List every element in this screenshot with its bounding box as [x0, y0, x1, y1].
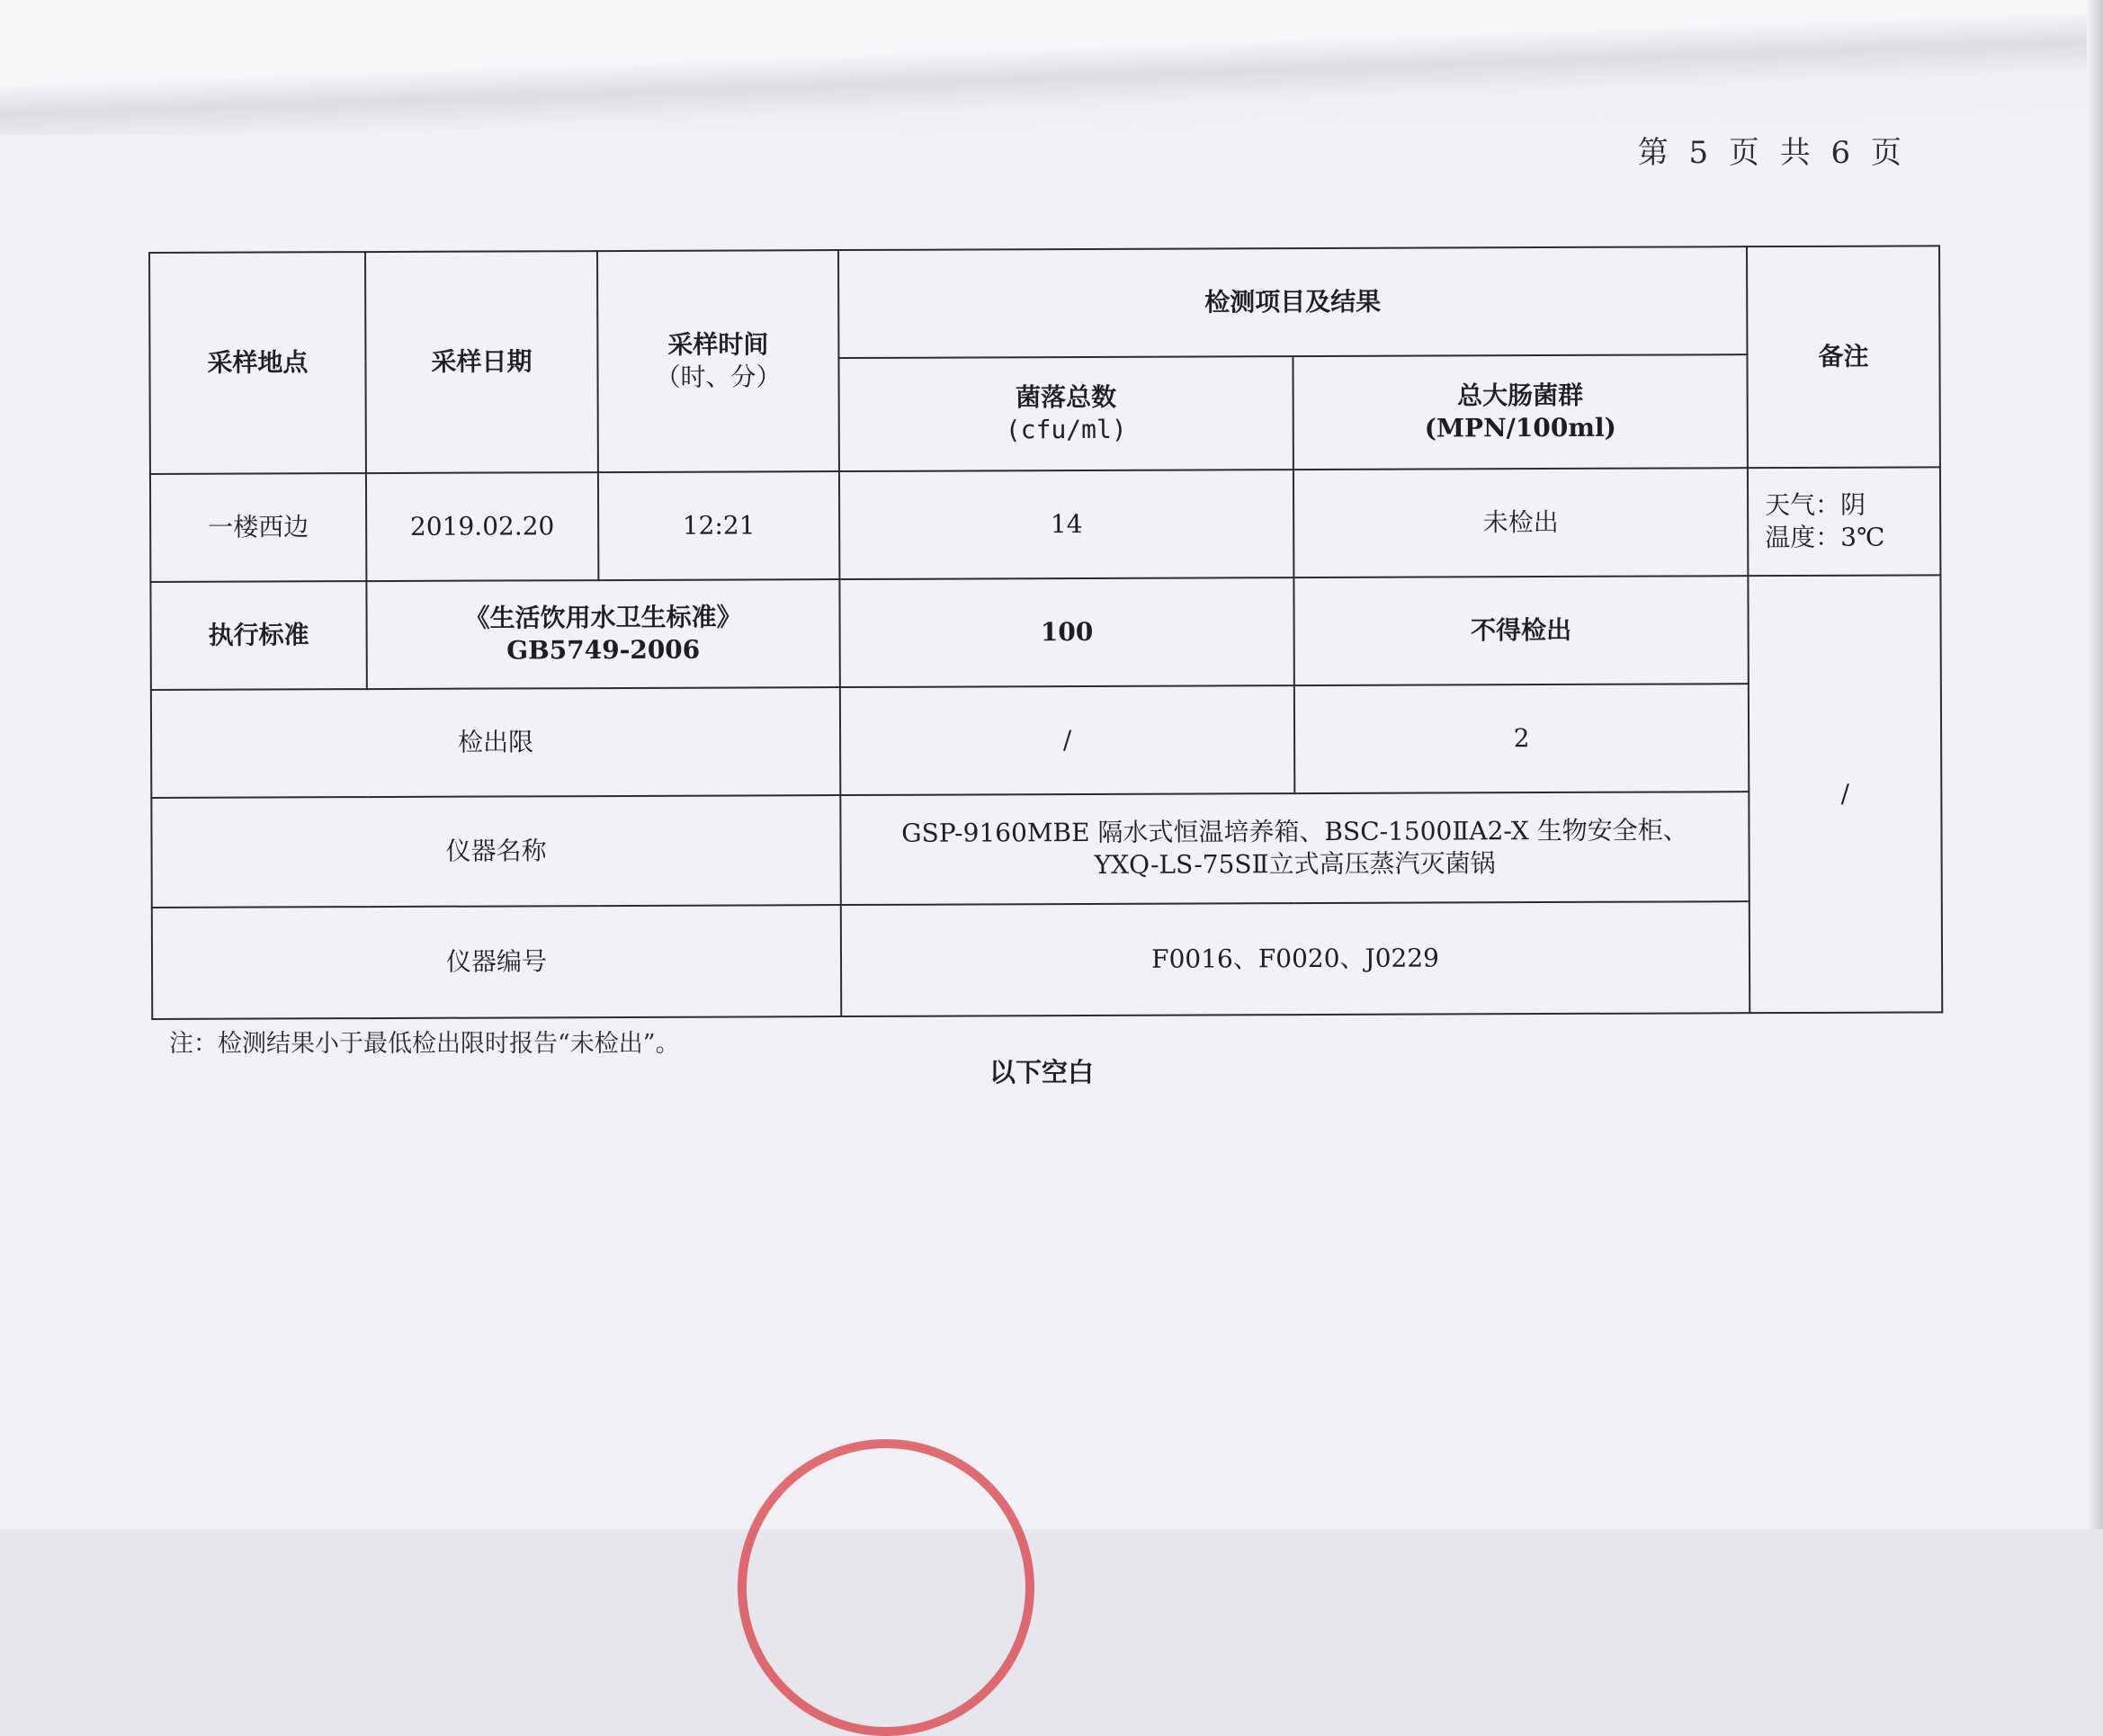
sample-remarks: [1748, 467, 1940, 576]
footnote: 注：检测结果小于最低检出限时报告“未检出”。: [169, 1030, 680, 1058]
header-site: 采样地点: [149, 252, 366, 474]
header-remarks: 备注: [1747, 246, 1940, 468]
standard-label: 执行标准: [150, 581, 366, 690]
header-colony-line2: (cfu/ml): [1005, 414, 1127, 445]
weather-note: 天气：阴: [1765, 489, 1866, 520]
header-colony-line1: 菌落总数: [1016, 381, 1117, 412]
red-seal-stamp: [738, 1439, 1034, 1736]
standard-name-line2: GB5749-2006: [506, 634, 701, 666]
instrument-id-value: F0016、F0020、J0229: [841, 901, 1750, 1016]
standard-colony-limit: 100: [839, 577, 1293, 687]
standard-name-line1: 《生活饮用水卫生标准》: [464, 602, 742, 633]
blank-below-marker: 以下空白: [989, 1057, 1095, 1087]
header-time-line2: （时、分）: [655, 362, 782, 392]
lower-remarks: /: [1748, 575, 1942, 1013]
header-time: [597, 250, 839, 472]
results-table: [148, 245, 1943, 1020]
header-test-items: 检测项目及结果: [838, 246, 1747, 358]
instrument-id-label: 仪器编号: [152, 905, 841, 1019]
instrument-name-line2: YXQ-LS-75SⅡ立式高压蒸汽灭菌锅: [1094, 848, 1496, 880]
temperature-note: 温度：3℃: [1765, 522, 1885, 553]
header-date: 采样日期: [365, 251, 598, 473]
sample-coliform-result: 未检出: [1293, 468, 1748, 577]
standard-coliform-limit: 不得检出: [1293, 576, 1748, 685]
page-number: 第 5 页 共 6 页: [1637, 135, 1907, 171]
header-coliform-line1: 总大肠菌群: [1457, 380, 1584, 411]
sample-colony-result: 14: [839, 470, 1293, 579]
header-colony-count: [838, 356, 1293, 471]
sample-time: 12:21: [598, 471, 839, 580]
standard-name: [366, 579, 839, 689]
instrument-name-value: [840, 792, 1749, 905]
sample-site: 一楼西边: [150, 473, 366, 582]
sample-date: 2019.02.20: [366, 472, 598, 581]
paper-fold-shadow: [0, 0, 2103, 135]
paper-edge: [2087, 0, 2103, 1529]
detection-limit-label: 检出限: [151, 687, 840, 798]
header-time-line1: 采样时间: [667, 328, 769, 360]
detection-limit-colony: /: [840, 685, 1294, 795]
instrument-name-label: 仪器名称: [151, 795, 840, 908]
instrument-name-line1: GSP-9160MBE 隔水式恒温培养箱、BSC-1500ⅡA2-X 生物安全柜、: [901, 815, 1688, 848]
detection-limit-coliform: 2: [1294, 684, 1749, 793]
header-coliform-line2: (MPN/100ml): [1424, 412, 1616, 443]
header-coliform: [1293, 354, 1747, 470]
